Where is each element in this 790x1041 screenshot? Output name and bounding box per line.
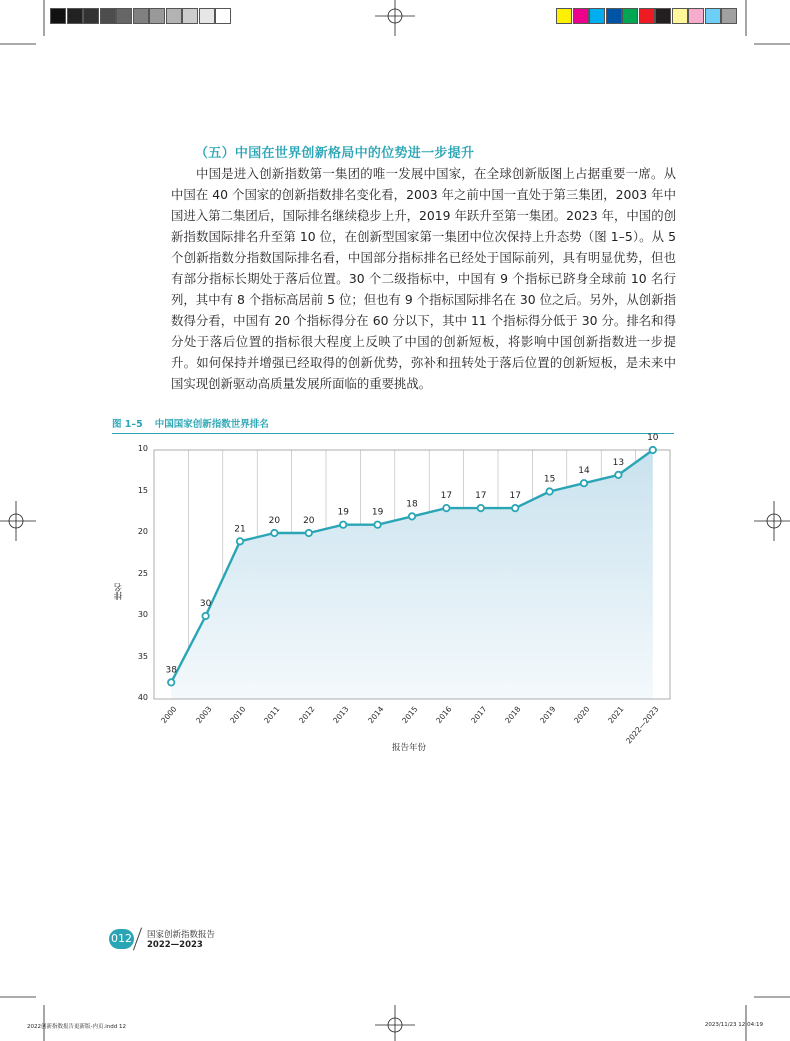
x-tick-label: 2013 <box>331 704 351 726</box>
data-value-label: 13 <box>612 457 625 468</box>
y-axis-title: 排名 <box>114 583 124 600</box>
data-value-label: 17 <box>509 491 521 502</box>
data-point-marker <box>237 538 243 544</box>
y-tick-label: 20 <box>137 527 148 536</box>
data-value-label: 18 <box>406 499 418 510</box>
data-point-marker <box>478 505 484 511</box>
data-value-label: 17 <box>440 491 453 502</box>
data-point-marker <box>546 488 552 494</box>
data-point-marker <box>202 613 208 619</box>
data-value-label: 19 <box>337 507 349 518</box>
data-point-marker <box>650 447 656 453</box>
x-tick-label: 2011 <box>262 704 282 726</box>
data-value-label: 20 <box>303 516 315 526</box>
x-tick-label: 2000 <box>159 704 179 726</box>
x-tick-label: 2019 <box>537 704 558 726</box>
x-tick-label: 2003 <box>193 704 214 726</box>
x-tick-label: 2021 <box>606 704 626 726</box>
x-tick-label: 2015 <box>400 704 420 726</box>
data-value-label: 10 <box>647 433 659 443</box>
y-tick-label: 25 <box>137 568 148 578</box>
x-tick-label: 2018 <box>503 704 523 726</box>
x-tick-label: 2017 <box>469 704 489 726</box>
data-point-marker <box>409 513 415 519</box>
section-heading: （五）中国在世界创新格局中的位势进一步提升 <box>195 146 475 161</box>
data-value-label: 20 <box>268 516 281 526</box>
data-value-label: 19 <box>371 507 384 518</box>
y-tick-label: 30 <box>137 610 148 619</box>
y-tick-label: 40 <box>137 693 148 702</box>
x-tick-label: 2022—2023 <box>623 704 661 746</box>
y-tick-label: 15 <box>137 485 148 495</box>
data-point-marker <box>271 530 277 536</box>
paragraph-text: 中国是进入创新指数第一集团的唯一发展中国家，在全球创新版图上占据重要一席。从中国在 40 个国家的创新指数排名变化看，2003 年之前中国一直处于第三集团，2003 年中国进入第二集团后，国际排名继续稳步上升，2019 年跃升至第一集团。2023 年，中国的创新指数国际排名升至第 10 位，在创新型国家第一集团中位次保持上升态势（图 1–5）。从 5 个创新指数分指数国际排名看，中国部分指标排名已经处于国际前列，具有明显优势，但也有部分指标长期处于落后位置。30 个二级指标中，中国有 9 个指标已跻身全球前 10 名行列，其中有 8 个指标高居前 5 位；但也有 9 个指标国际排名在 30 位之后。另外，从创新指数得分看，中国有 20 个指标得分在 60 分以下，其中 11 个指标得分低于 30 分。排名和得分处于落后位置的指标很大程度上反映了中国的创新短板，将影响中国创新指数进一步提升。如何保持并增强已经取得的创新优势，弥补和扭转处于落后位置的创新短板，是未来中国实现创新驱动高质量发展所面临的重要挑战。 <box>171 166 676 391</box>
data-point-marker <box>443 505 449 511</box>
data-point-marker <box>374 522 380 528</box>
y-tick-label: 35 <box>137 651 148 661</box>
x-tick-label: 2010 <box>228 704 248 726</box>
data-value-label: 17 <box>475 491 487 502</box>
figure-number: 图 1–5 <box>112 419 143 430</box>
data-point-marker <box>581 480 587 486</box>
footer-report-years: 2022—2023 <box>147 940 203 950</box>
page-number-badge: 012 <box>109 929 134 949</box>
x-tick-label: 2020 <box>572 704 592 726</box>
date-slug: 2023/11/23 12:04:19 <box>704 1022 763 1028</box>
data-point-marker <box>512 505 518 511</box>
x-axis-title: 报告年份 <box>392 743 427 753</box>
data-value-label: 30 <box>199 599 212 609</box>
x-tick-label: 2014 <box>365 704 386 726</box>
data-point-marker <box>306 530 312 536</box>
footer-report-title: 国家创新指数报告 <box>147 930 216 940</box>
data-value-label: 21 <box>234 524 246 535</box>
data-value-label: 38 <box>165 665 177 676</box>
data-point-marker <box>168 679 174 685</box>
figure-title: 中国国家创新指数世界排名 <box>154 419 269 430</box>
data-value-label: 15 <box>543 474 556 485</box>
y-tick-label: 10 <box>137 444 148 453</box>
data-value-label: 14 <box>578 466 590 477</box>
data-point-marker <box>615 472 621 478</box>
x-tick-label: 2012 <box>297 704 317 726</box>
area-fill <box>171 450 653 699</box>
file-slug: 2022创新指数报告更新版-内页.indd 12 <box>27 1024 126 1030</box>
x-tick-label: 2016 <box>434 704 454 726</box>
data-point-marker <box>340 522 346 528</box>
